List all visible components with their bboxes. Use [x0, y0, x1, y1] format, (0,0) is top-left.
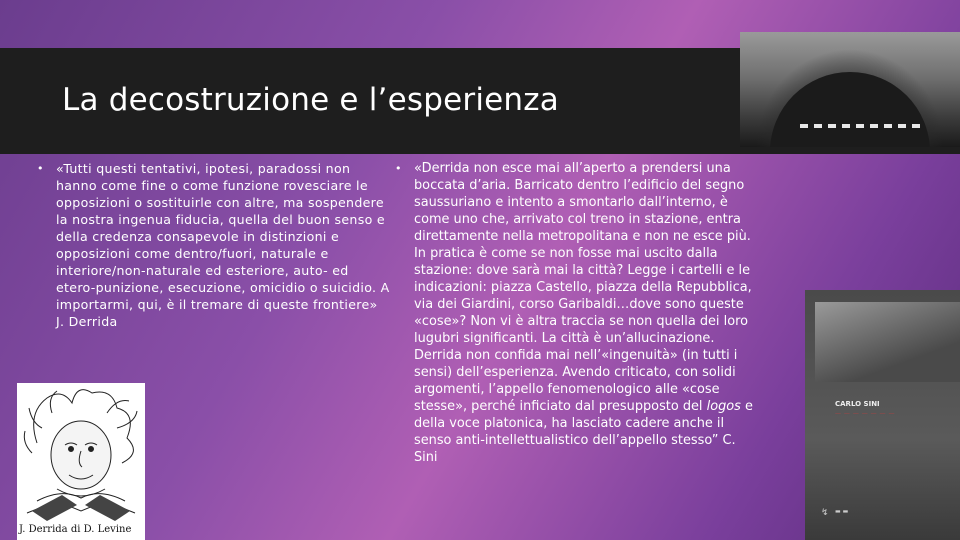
quote-sini-text-part1: «Derrida non esce mai all’aperto a prendersi una boccata d’aria. Barricato dentro l’edificio del segno saussuriano e intento a smontarlo dall’interno, è come uno che, arrivato col treno in stazione, entra direttamente nella metropolitana e non ne esce più. In pratica è come se non fosse mai uscito dalla stazione: dove sarà mai la città? Legge i cartelli e le indicazioni: piazza Castello, piazza della Repubblica, via dei Giardini, corso Garibaldi…dove sono queste «cose»? Non vi è altra traccia se non quella dei loro lugubri significanti. La città è un’allucinazione. Derrida non confida mai nell’«ingenuità» (in tutti i sensi) dell’esperienza. Avendo criticato, con solidi argomenti, l’appello fenomenologico alle «cose stesse», perché inficiato dal presupposto del	[414, 161, 752, 414]
bullet-icon: •	[37, 162, 44, 175]
publisher-name-mark: ▬ ▬	[835, 508, 849, 515]
slide-title: La decostruzione e l’esperienza	[62, 82, 559, 118]
quote-sini	[392, 160, 760, 466]
quote-derrida-text: «Tutti questi tentativi, ipotesi, paradossi non hanno come fine o come funzione rovesciare le opposizioni o sostituirle con altre, ma sospendere la nostra ingenua fiducia, quella del buon senso e della credenza consapevole in distinzioni e opposizioni come dentro/fuori, naturale e interiore/non-naturale ed esteriore, auto- ed etero-punizione, esecuzione, omicidio o suicidio. A importarmi, qui, è il tremare di queste frontiere» J. Derrida	[56, 161, 390, 329]
bullet-icon: •	[395, 162, 402, 175]
book-cover-photo	[815, 302, 960, 382]
quote-sini-text	[414, 160, 760, 466]
caricature-drawing	[17, 383, 145, 523]
quote-sini-italic-word: logos	[706, 399, 741, 414]
derrida-caricature	[17, 383, 145, 540]
publisher-logo-icon: ↯	[821, 508, 829, 518]
left-column	[34, 160, 390, 330]
quote-derrida	[34, 160, 390, 330]
book-cover-image	[805, 290, 960, 540]
metro-lights	[800, 124, 920, 128]
caricature-caption: J. Derrida di D. Levine	[19, 524, 132, 535]
right-column	[392, 160, 760, 466]
metro-station-photo	[740, 32, 960, 147]
quote-sini-text-part2: e della voce platonica, ha lasciato cadere anche il senso anti-intellettualistico dell’appello stesso” C. Sini	[414, 399, 753, 465]
metro-arch	[770, 72, 930, 147]
book-subtitle: — — — — — — —	[835, 410, 895, 417]
book-author: CARLO SINI	[835, 400, 880, 408]
